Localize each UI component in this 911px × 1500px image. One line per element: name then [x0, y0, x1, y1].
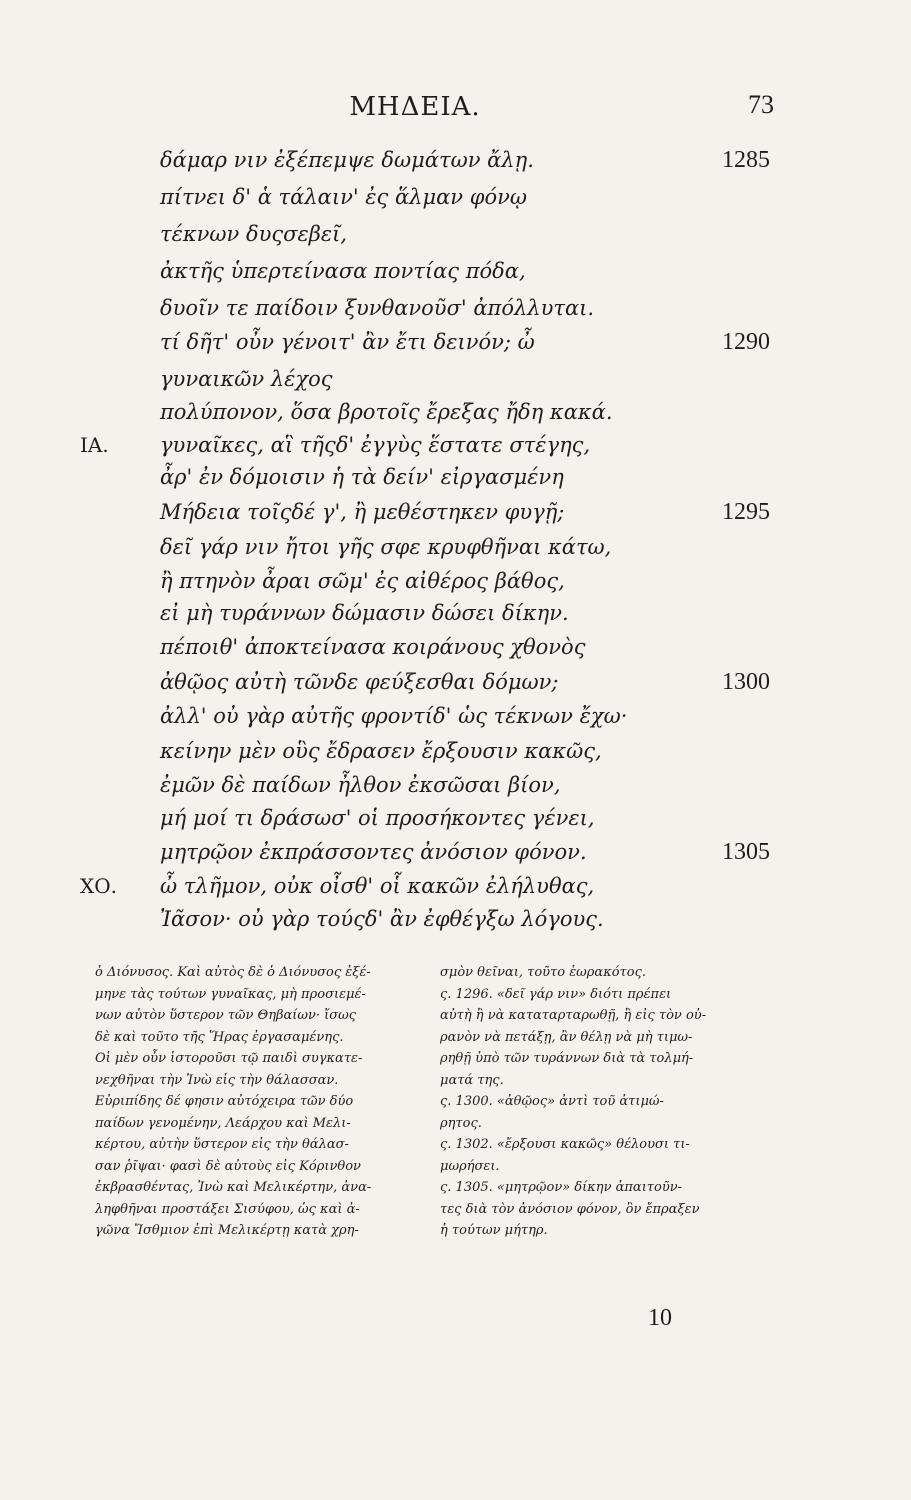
footnote-line: ς. 1302. «ἔρξουσι κακῶς» θέλουσι τι- [440, 1137, 690, 1152]
verse-line: γυναῖκες, αἳ τῆςδ' ἐγγὺς ἕστατε στέγης, [160, 433, 591, 457]
verse-line: εἰ μὴ τυράννων δώμασιν δώσει δίκην. [160, 601, 569, 625]
footnote-line: ὁ Διόνυσος. Καὶ αὐτὸς δὲ ὁ Διόνυσος ἐξέ- [95, 965, 371, 980]
verse-line: κείνην μὲν οὓς ἔδρασεν ἔρξουσιν κακῶς, [160, 739, 602, 763]
line-number: 1285 [722, 147, 770, 173]
line-number: 1305 [722, 839, 770, 865]
footnote-line: μωρήσει. [440, 1158, 500, 1174]
footnote-line: ρηθῇ ὑπὸ τῶν τυράννων διὰ τὰ τολμή- [440, 1051, 694, 1066]
verse-line: Ἰᾶσον· οὐ γὰρ τούςδ' ἂν ἐφθέγξω λόγους. [160, 907, 604, 931]
footnote-line: ς. 1300. «ἀθῷος» ἀντὶ τοῦ ἀτιμώ- [440, 1094, 664, 1109]
speaker-label-ia: ΙΑ. [80, 433, 109, 457]
footnote-line: ἐκβρασθέντας, Ἰνὼ καὶ Μελικέρτην, ἀνα- [95, 1180, 372, 1195]
footnote-line: ρανὸν νὰ πετάξῃ, ἂν θέλῃ νὰ μὴ τιμω- [440, 1029, 693, 1045]
page-number: 73 [748, 90, 774, 119]
verse-line: ἀθῷος αὐτὴ τῶνδε φεύξεσθαι δόμων; [160, 670, 559, 694]
verse-line: ἆρ' ἐν δόμοισιν ἡ τὰ δείν' εἰργασμένη [160, 465, 564, 489]
footnote-line: αὐτὴ ἢ νὰ καταταρταρωθῇ, ἢ εἰς τὸν οὐ- [440, 1008, 707, 1023]
verse-line: πίτνει δ' ἁ τάλαιν' ἐς ἅλμαν φόνῳ [160, 185, 527, 209]
footnotes-left-column [95, 962, 425, 1242]
footnote-line: νων αὐτὸν ὕστερον τῶν Θηβαίων· ἴσως [95, 1008, 357, 1023]
verse-line: τέκνων δυςσεβεῖ, [160, 222, 348, 246]
verse-line: ὦ τλῆμον, οὐκ οἶσθ' οἷ κακῶν ἐλήλυθας, [160, 874, 595, 898]
footnote-line: τες διὰ τὸν ἀνόσιον φόνον, ὃν ἔπραξεν [440, 1201, 700, 1217]
verse-line: ἐμῶν δὲ παίδων ἦλθον ἐκσῶσαι βίον, [160, 773, 561, 797]
verse-line: γυναικῶν λέχος [160, 367, 333, 391]
verse-line: μητρῷον ἐκπράσσοντες ἀνόσιον φόνον. [160, 840, 587, 864]
verse-line: μή μοί τι δράσωσ' οἱ προσήκοντες γένει, [160, 806, 595, 830]
verse-line: Μήδεια τοῖςδέ γ', ἢ μεθέστηκεν φυγῇ; [160, 500, 565, 524]
footnote-line: Εὐριπίδης δέ φησιν αὐτόχειρα τῶν δύο [95, 1094, 354, 1109]
verse-line: ἀκτῆς ὑπερτείνασα ποντίας πόδα, [160, 259, 526, 283]
verse-line: δάμαρ νιν ἐξέπεμψε δωμάτων ἄλῃ. [160, 148, 534, 172]
verse-line: δυοῖν τε παίδοιν ξυνθανοῦσ' ἀπόλλυται. [160, 296, 595, 320]
footnote-line: σμὸν θεῖναι, τοῦτο ἑωρακότος. [440, 965, 646, 980]
footnote-line: ς. 1305. «μητρῷον» δίκην ἀπαιτοῦν- [440, 1180, 683, 1195]
line-number: 1295 [722, 499, 770, 525]
signature-mark: 10 [648, 1305, 672, 1331]
footnote-line: ρητος. [440, 1115, 482, 1131]
running-title: ΜΗΔΕΙΑ. [349, 92, 481, 122]
footnote-line: ἡ τούτων μήτηρ. [440, 1223, 548, 1238]
footnotes-right-column [440, 962, 770, 1242]
verse-line: ἀλλ' οὐ γὰρ αὐτῆς φροντίδ' ὡς τέκνων ἔχω· [160, 704, 628, 728]
verse-line: πολύπονον, ὅσα βροτοῖς ἔρεξας ἤδη κακά. [160, 400, 613, 424]
footnote-line: σαν ῥῖψαι· φασὶ δὲ αὐτοὺς εἰς Κόρινθον [95, 1158, 361, 1174]
footnote-line: ματά της. [440, 1072, 504, 1088]
line-number: 1290 [722, 329, 770, 355]
footnote-line: ς. 1296. «δεῖ γάρ νιν» διότι πρέπει [440, 986, 672, 1002]
footnote-line: Οἱ μὲν οὖν ἱστοροῦσι τῷ παιδὶ συγκατε- [95, 1051, 363, 1066]
verse-line: τί δῆτ' οὖν γένοιτ' ἂν ἔτι δεινόν; ὦ [160, 330, 535, 354]
speaker-label-xo: ΧΟ. [80, 874, 117, 898]
verse-line: πέποιθ' ἀποκτείνασα κοιράνους χθονὸς [160, 635, 586, 659]
footnote-line: νεχθῆναι τὴν Ἰνὼ εἰς τὴν θάλασσαν. [95, 1072, 339, 1088]
verse-line: δεῖ γάρ νιν ἤτοι γῆς σφε κρυφθῆναι κάτω, [160, 535, 612, 559]
footnote-line: παίδων γενομένην, Λεάρχου καὶ Μελι- [95, 1115, 351, 1131]
footnote-line: ληφθῆναι προστάξει Σισύφου, ὡς καὶ ἀ- [95, 1201, 360, 1217]
footnote-line: μηνε τὰς τούτων γυναῖκας, μὴ προσιεμέ- [95, 986, 366, 1002]
line-number: 1300 [722, 669, 770, 695]
footnote-line: γῶνα Ἴσθμιον ἐπὶ Μελικέρτῃ κατὰ χρη- [95, 1223, 359, 1238]
verse-line: ἢ πτηνὸν ἆραι σῶμ' ἐς αἰθέρος βάθος, [160, 569, 565, 593]
footnote-line: δὲ καὶ τοῦτο τῆς Ἥρας ἐργασαμένης. [95, 1029, 344, 1045]
footnote-line: κέρτου, αὐτὴν ὕστερον εἰς τὴν θάλασ- [95, 1137, 349, 1152]
